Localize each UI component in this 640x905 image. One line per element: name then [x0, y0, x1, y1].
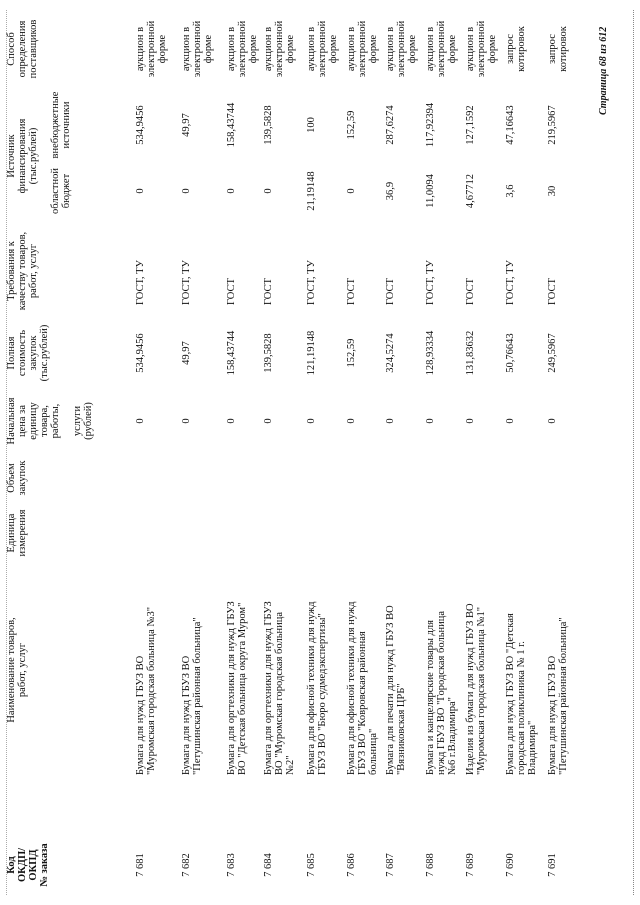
row-number: 7 684: [263, 853, 274, 877]
row-extra: 117,92394: [425, 102, 436, 148]
header-line: качеству товаров,: [17, 231, 28, 311]
header-method: [6, 9, 39, 89]
header-line: работ, услуг: [17, 642, 28, 698]
header-line: № заказа: [39, 843, 50, 887]
method-line: котировок: [558, 26, 569, 72]
row-price: 0: [385, 418, 396, 424]
row-extra: 100: [306, 117, 317, 133]
row-extra: 219,5967: [547, 105, 558, 145]
row-requirements: ГОСТ, ТУ: [135, 260, 146, 305]
row-requirements: ГОСТ, ТУ: [425, 260, 436, 305]
method-line: аукцион в: [135, 26, 146, 72]
row-name: [135, 565, 157, 775]
method-line: форме: [407, 34, 418, 64]
row-total: 249,5967: [547, 333, 558, 373]
row-number: 7 687: [385, 853, 396, 877]
row-name: [346, 565, 379, 775]
method-line: форме: [368, 34, 379, 64]
method-line: аукцион в: [306, 26, 317, 72]
header-line: цена за: [17, 405, 28, 437]
row-extra: 127,1592: [465, 105, 476, 145]
header-line: внебюджетные: [50, 91, 61, 159]
method-line: форме: [447, 34, 458, 64]
row-requirements: ГОСТ, ТУ: [505, 260, 516, 305]
name-line: "Петушинская районная больница": [558, 617, 569, 775]
header-line: товара,: [39, 405, 50, 437]
header-line: работы,: [50, 403, 61, 439]
header-code: [6, 835, 50, 895]
row-requirements: ГОСТ, ТУ: [181, 260, 192, 305]
method-line: электронной: [274, 20, 285, 78]
row-method: [135, 9, 168, 89]
method-line: электронной: [146, 20, 157, 78]
header-source-regional: [50, 161, 72, 221]
name-line: "Муромская городская больница №3": [146, 606, 157, 775]
header-price: [6, 389, 94, 453]
header-line: определения: [17, 20, 28, 78]
header-line: Источник: [6, 134, 17, 178]
row-name: [181, 565, 203, 775]
name-line: больница": [368, 728, 379, 775]
name-line: Бумага для офисной техники для нужд: [306, 601, 317, 775]
header-line: поставщиков: [28, 19, 39, 79]
row-regional: 11,0094: [425, 174, 436, 208]
name-line: Бумага для нужд ГБУЗ ВО: [181, 655, 192, 775]
row-number: 7 688: [425, 853, 436, 877]
row-total: 139,5828: [263, 333, 274, 373]
header-line: Объем: [6, 463, 17, 493]
header-source: [6, 91, 39, 221]
name-line: Бумага и канцелярские товары для: [425, 620, 436, 775]
row-number: 7 685: [306, 853, 317, 877]
method-line: аукцион в: [346, 26, 357, 72]
row-requirements: ГОСТ: [263, 278, 274, 305]
row-number: 7 691: [547, 853, 558, 877]
row-number: 7 690: [505, 853, 516, 877]
method-line: электронной: [192, 20, 203, 78]
row-regional: 0: [226, 188, 237, 194]
header-volume: [6, 453, 28, 503]
row-method: [226, 9, 259, 89]
method-line: аукцион в: [425, 26, 436, 72]
header-line: ОКПД: [28, 849, 39, 881]
header-line: областной: [50, 168, 61, 214]
method-line: электронной: [357, 20, 368, 78]
name-line: "Вязниковская ЦРБ": [396, 683, 407, 775]
header-line: Начальная: [6, 397, 17, 445]
row-name: [385, 565, 407, 775]
row-method: [425, 9, 458, 89]
row-number: 7 683: [226, 853, 237, 877]
method-line: электронной: [476, 20, 487, 78]
row-price: 0: [425, 418, 436, 424]
method-line: аукцион в: [226, 26, 237, 72]
name-line: Бумага для нужд ГБУЗ ВО "Детская: [505, 613, 516, 775]
method-line: электронной: [436, 20, 447, 78]
name-line: ГБУЗ ВО "Ковровская районная: [357, 631, 368, 775]
header-line: Единица: [6, 513, 17, 553]
row-method: [505, 9, 527, 89]
name-line: ВО "Муромская городская больница: [274, 611, 285, 775]
method-line: форме: [328, 34, 339, 64]
method-line: запрос: [505, 34, 516, 64]
header-line: закупок: [28, 335, 39, 371]
method-line: форме: [487, 34, 498, 64]
header-total: [6, 321, 50, 385]
name-line: нужд ГБУЗ ВО "Городская больница: [436, 610, 447, 775]
name-line: Бумага для нужд ГБУЗ ВО: [135, 655, 146, 775]
row-method: [385, 9, 418, 89]
method-line: аукцион в: [385, 26, 396, 72]
method-line: форме: [203, 34, 214, 64]
row-extra: 534,9456: [135, 105, 146, 145]
header-line: (рублей): [83, 402, 94, 440]
row-regional: 0: [263, 188, 274, 194]
row-regional: 30: [547, 185, 558, 197]
header-line: измерения: [17, 509, 28, 557]
header-line: закупок: [17, 460, 28, 496]
row-total: 158,43744: [226, 330, 237, 376]
header-line: (тыс.рублей): [28, 127, 39, 185]
header-source-extra: [50, 89, 72, 161]
row-requirements: ГОСТ: [465, 278, 476, 305]
row-requirements: ГОСТ: [346, 278, 357, 305]
row-requirements: ГОСТ: [385, 278, 396, 305]
name-line: ВО "Детская больница округа Муром": [237, 602, 248, 775]
header-line: финансирования: [17, 118, 28, 194]
method-line: аукцион в: [263, 26, 274, 72]
method-line: форме: [248, 34, 259, 64]
row-regional: 21,19148: [306, 171, 317, 211]
row-regional: 0: [346, 188, 357, 194]
row-price: 0: [346, 418, 357, 424]
header-line: Полная: [6, 336, 17, 370]
row-name: [547, 565, 569, 775]
row-name: [226, 565, 248, 775]
header-line: (тыс.рублей): [39, 324, 50, 382]
row-extra: 47,16643: [505, 105, 516, 145]
method-line: форме: [285, 34, 296, 64]
header-name: [6, 565, 28, 775]
row-price: 0: [505, 418, 516, 424]
header-line: ОКДП/: [17, 847, 28, 883]
row-regional: 0: [181, 188, 192, 194]
row-number: 7 682: [181, 853, 192, 877]
row-price: 0: [226, 418, 237, 424]
header-line: работ, услуг: [28, 243, 39, 299]
header-line: Способ: [6, 32, 17, 66]
row-number: 7 689: [465, 853, 476, 877]
header-line: единицу: [28, 402, 39, 440]
row-extra: 158,43744: [226, 102, 237, 148]
header-requirements: [6, 221, 39, 321]
header-line: Наименование товаров,: [6, 617, 17, 723]
row-price: 0: [306, 418, 317, 424]
header-line: Код: [6, 856, 17, 874]
row-method: [465, 9, 498, 89]
row-price: 0: [181, 418, 192, 424]
name-line: "Петушинская районная больница": [192, 617, 203, 775]
row-name: [425, 565, 458, 775]
row-method: [306, 9, 339, 89]
method-line: аукцион в: [465, 26, 476, 72]
row-total: 131,83632: [465, 330, 476, 376]
row-method: [263, 9, 296, 89]
name-line: №2": [285, 755, 296, 775]
row-regional: 4,67712: [465, 173, 476, 209]
row-name: [465, 565, 487, 775]
row-method: [547, 9, 569, 89]
row-requirements: ГОСТ: [547, 278, 558, 305]
row-total: 324,5274: [385, 333, 396, 373]
name-line: Бумага для нужд ГБУЗ ВО: [547, 655, 558, 775]
name-line: Бумага для оргтехники для нужд ГБУЗ: [263, 601, 274, 775]
row-name: [263, 565, 296, 775]
row-extra: 49,97: [181, 113, 192, 137]
row-name: [505, 565, 538, 775]
row-name: [306, 565, 328, 775]
row-extra: 287,6274: [385, 105, 396, 145]
header-unit: [6, 503, 28, 563]
row-number: 7 686: [346, 853, 357, 877]
name-line: городская поликлиника № 1 г.: [516, 641, 527, 775]
name-line: Владимира": [527, 720, 538, 775]
header-line: [61, 389, 72, 453]
name-line: "Муромская городская больница №1": [476, 606, 487, 775]
bottom-border: [633, 10, 634, 895]
row-extra: 139,5828: [263, 105, 274, 145]
name-line: Бумага для печати для нужд ГБУЗ ВО: [385, 605, 396, 775]
method-line: котировок: [516, 26, 527, 72]
row-regional: 36,9: [385, 181, 396, 201]
row-number: 7 681: [135, 853, 146, 877]
row-regional: 3,6: [505, 184, 516, 198]
row-price: 0: [135, 418, 146, 424]
name-line: Бумага для оргтехники для нужд ГБУЗ: [226, 601, 237, 775]
row-total: 152,59: [346, 338, 357, 368]
row-total: 49,97: [181, 341, 192, 365]
header-line: Требования к: [6, 241, 17, 301]
row-requirements: ГОСТ, ТУ: [306, 260, 317, 305]
method-line: электронной: [317, 20, 328, 78]
method-line: запрос: [547, 34, 558, 64]
name-line: ГБУЗ ВО "Бюро судмедэкспертизы": [317, 613, 328, 775]
row-price: 0: [465, 418, 476, 424]
row-method: [181, 9, 214, 89]
row-requirements: ГОСТ: [226, 278, 237, 305]
header-line: услуги: [72, 405, 83, 437]
method-line: форме: [157, 34, 168, 64]
row-total: 128,93334: [425, 330, 436, 376]
row-extra: 152,59: [346, 110, 357, 140]
name-line: Бумага для офисной техники для нужд: [346, 601, 357, 775]
row-method: [346, 9, 379, 89]
page-number: Страница 68 из 612: [598, 26, 609, 115]
header-line: стоимость: [17, 329, 28, 377]
row-regional: 0: [135, 188, 146, 194]
method-line: электронной: [237, 20, 248, 78]
row-price: 0: [263, 418, 274, 424]
name-line: Изделия из бумаги для нужд ГБУЗ ВО: [465, 603, 476, 775]
row-total: 534,9456: [135, 333, 146, 373]
name-line: №6 г.Владимира": [447, 697, 458, 775]
row-price: 0: [547, 418, 558, 424]
row-total: 121,19148: [306, 330, 317, 376]
method-line: аукцион в: [181, 26, 192, 72]
row-total: 50,76643: [505, 333, 516, 373]
header-line: источники: [61, 101, 72, 149]
header-line: бюджет: [61, 173, 72, 209]
method-line: электронной: [396, 20, 407, 78]
